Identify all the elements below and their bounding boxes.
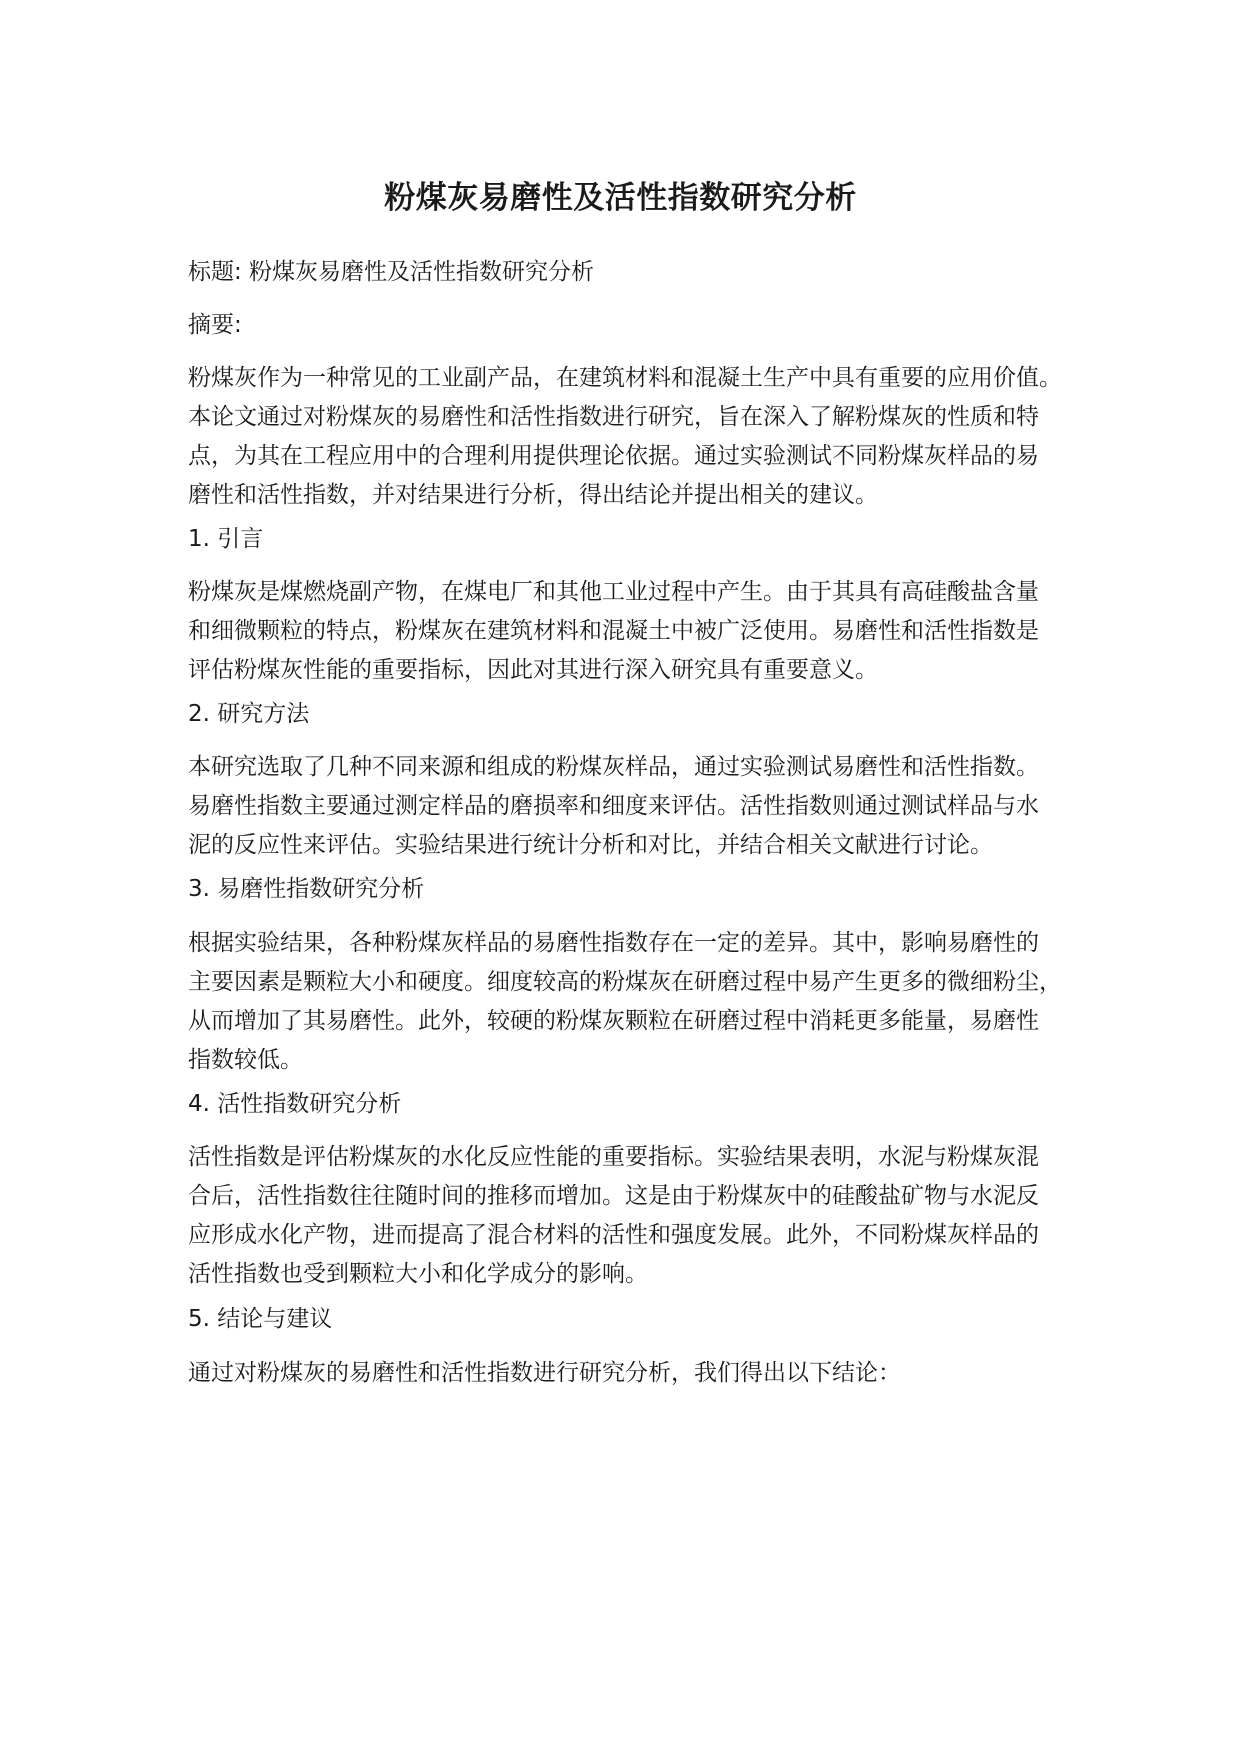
section-heading-text: 2. 研究方法 bbox=[188, 701, 310, 727]
paragraph-line: 根据实验结果，各种粉煤灰样品的易磨性指数存在一定的差异。其中，影响易磨性的 bbox=[188, 930, 1039, 956]
abstract-line: 粉煤灰作为一种常见的工业副产品，在建筑材料和混凝土生产中具有重要的应用价值。 bbox=[188, 365, 1062, 391]
paragraph-line: 从而增加了其易磨性。此外，较硬的粉煤灰颗粒在研磨过程中消耗更多能量，易磨性 bbox=[188, 1008, 1039, 1034]
paragraph-line: 泥的反应性来评估。实验结果进行统计分析和对比，并结合相关文献进行讨论。 bbox=[188, 832, 993, 858]
section-4-heading bbox=[188, 1085, 1088, 1124]
section-heading-text: 1. 引言 bbox=[188, 526, 264, 552]
paragraph-line: 粉煤灰是煤燃烧副产物，在煤电厂和其他工业过程中产生。由于其具有高硅酸盐含量 bbox=[188, 579, 1039, 605]
section-2-heading bbox=[188, 695, 1088, 734]
section-2-paragraph bbox=[188, 748, 1088, 865]
paragraph-line: 合后，活性指数往往随时间的推移而增加。这是由于粉煤灰中的硅酸盐矿物与水泥反 bbox=[188, 1183, 1039, 1209]
paragraph-line: 易磨性指数主要通过测定样品的磨损率和细度来评估。活性指数则通过测试样品与水 bbox=[188, 793, 1039, 819]
paragraph-line: 指数较低。 bbox=[188, 1047, 303, 1073]
abstract-label bbox=[188, 306, 1088, 345]
paragraph-line: 通过对粉煤灰的易磨性和活性指数进行研究分析，我们得出以下结论： bbox=[188, 1360, 901, 1386]
section-4-paragraph bbox=[188, 1138, 1088, 1294]
section-1-heading bbox=[188, 520, 1088, 559]
paragraph-line: 活性指数是评估粉煤灰的水化反应性能的重要指标。实验结果表明，水泥与粉煤灰混 bbox=[188, 1144, 1039, 1170]
paragraph-line: 和细微颗粒的特点，粉煤灰在建筑材料和混凝土中被广泛使用。易磨性和活性指数是 bbox=[188, 618, 1039, 644]
paragraph-line: 本研究选取了几种不同来源和组成的粉煤灰样品，通过实验测试易磨性和活性指数。 bbox=[188, 754, 1039, 780]
abstract-line: 本论文通过对粉煤灰的易磨性和活性指数进行研究，旨在深入了解粉煤灰的性质和特 bbox=[188, 404, 1039, 430]
paragraph-line: 主要因素是颗粒大小和硬度。细度较高的粉煤灰在研磨过程中易产生更多的微细粉尘， bbox=[188, 969, 1062, 995]
section-heading-text: 4. 活性指数研究分析 bbox=[188, 1091, 402, 1117]
section-5-heading bbox=[188, 1300, 1088, 1339]
section-heading-text: 3. 易磨性指数研究分析 bbox=[188, 876, 425, 902]
abstract-paragraph bbox=[188, 359, 1088, 515]
section-heading-text: 5. 结论与建议 bbox=[188, 1306, 333, 1332]
abstract-label-text: 摘要: bbox=[188, 312, 242, 338]
paragraph-line: 活性指数也受到颗粒大小和化学成分的影响。 bbox=[188, 1261, 648, 1287]
section-1-paragraph bbox=[188, 573, 1088, 690]
section-3-paragraph bbox=[188, 924, 1088, 1080]
abstract-line: 磨性和活性指数，并对结果进行分析，得出结论并提出相关的建议。 bbox=[188, 482, 878, 508]
subject-line-text: 标题: 粉煤灰易磨性及活性指数研究分析 bbox=[188, 259, 595, 285]
paragraph-line: 应形成水化产物，进而提高了混合材料的活性和强度发展。此外，不同粉煤灰样品的 bbox=[188, 1222, 1039, 1248]
abstract-line: 点，为其在工程应用中的合理利用提供理论依据。通过实验测试不同粉煤灰样品的易 bbox=[188, 443, 1039, 469]
paragraph-line: 评估粉煤灰性能的重要指标，因此对其进行深入研究具有重要意义。 bbox=[188, 657, 878, 683]
section-5-paragraph bbox=[188, 1354, 1088, 1393]
document-title: 粉煤灰易磨性及活性指数研究分析 bbox=[384, 180, 857, 216]
section-3-heading bbox=[188, 870, 1088, 909]
subject-line bbox=[188, 253, 1088, 292]
